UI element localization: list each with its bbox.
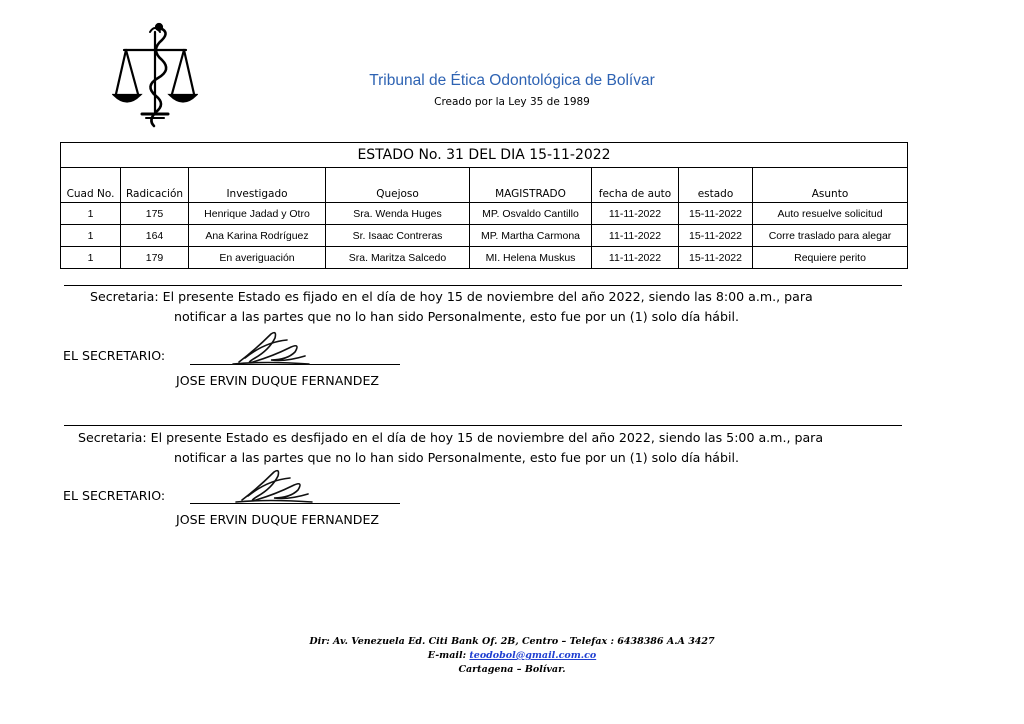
tribunal-title: Tribunal de Ética Odontológica de Bolívar bbox=[369, 72, 655, 89]
table-row bbox=[61, 203, 908, 225]
cell-cuad-no: 1 bbox=[61, 247, 121, 269]
table-row bbox=[61, 247, 908, 269]
column-header-investigado: Investigado bbox=[189, 168, 326, 203]
column-header-fecha-de-auto: fecha de auto bbox=[592, 168, 679, 203]
fijacion-line-2: notificar a las partes que no lo han sido Personalmente, esto fue por un (1) solo día hábil. bbox=[174, 309, 740, 324]
cell-fecha-de-auto: 11-11-2022 bbox=[592, 203, 679, 225]
cell-magistrado: MI. Helena Muskus bbox=[470, 247, 592, 269]
cell-magistrado: MP. Martha Carmona bbox=[470, 225, 592, 247]
secretary-name: JOSE ERVIN DUQUE FERNANDEZ bbox=[176, 512, 380, 527]
cell-investigado: En averiguación bbox=[189, 247, 326, 269]
footer-city: Cartagena – Bolívar. bbox=[458, 664, 566, 675]
desfijacion-paragraph bbox=[78, 428, 823, 468]
cell-quejoso: Sra. Wenda Huges bbox=[326, 203, 470, 225]
table-row bbox=[61, 225, 908, 247]
fijacion-line-1: Secretaria: El presente Estado es fijado en el día de hoy 15 de noviembre del año 2022, siendo las 8:00 a.m., para bbox=[90, 289, 813, 304]
section-divider bbox=[64, 425, 902, 426]
secretary-name: JOSE ERVIN DUQUE FERNANDEZ bbox=[176, 373, 380, 388]
column-header-radicacion: Radicación bbox=[121, 168, 189, 203]
footer-email-label: E-mail: bbox=[427, 650, 467, 661]
cell-estado: 15-11-2022 bbox=[679, 203, 753, 225]
table-header-row bbox=[61, 168, 908, 203]
footer-email bbox=[262, 650, 762, 661]
desfijacion-line-2: notificar a las partes que no lo han sido Personalmente, esto fue por un (1) solo día hábil. bbox=[174, 450, 740, 465]
cell-quejoso: Sr. Isaac Contreras bbox=[326, 225, 470, 247]
estado-table bbox=[60, 142, 908, 269]
cell-asunto: Corre traslado para alegar bbox=[753, 225, 908, 247]
cell-magistrado: MP. Osvaldo Cantillo bbox=[470, 203, 592, 225]
column-header-estado: estado bbox=[679, 168, 753, 203]
secretary-label: EL SECRETARIO: bbox=[63, 488, 166, 503]
cell-cuad-no: 1 bbox=[61, 203, 121, 225]
desfijacion-line-1: Secretaria: El presente Estado es desfijado en el día de hoy 15 de noviembre del año 2022, siendo las 5:00 a.m., para bbox=[78, 430, 824, 445]
cell-cuad-no: 1 bbox=[61, 225, 121, 247]
column-header-magistrado: MAGISTRADO bbox=[470, 168, 592, 203]
fijacion-paragraph bbox=[90, 287, 813, 327]
cell-investigado: Ana Karina Rodríguez bbox=[189, 225, 326, 247]
footer-address: Dir: Av. Venezuela Ed. Citi Bank Of. 2B, Centro – Telefax : 6438386 A.A 3427 bbox=[309, 636, 715, 647]
cell-fecha-de-auto: 11-11-2022 bbox=[592, 225, 679, 247]
cell-asunto: Auto resuelve solicitud bbox=[753, 203, 908, 225]
tribunal-subtitle: Creado por la Ley 35 de 1989 bbox=[434, 96, 590, 108]
secretary-signature-icon bbox=[225, 328, 313, 368]
column-header-quejoso: Quejoso bbox=[326, 168, 470, 203]
cell-estado: 15-11-2022 bbox=[679, 225, 753, 247]
cell-radicacion: 175 bbox=[121, 203, 189, 225]
cell-fecha-de-auto: 11-11-2022 bbox=[592, 247, 679, 269]
cell-quejoso: Sra. Maritza Salcedo bbox=[326, 247, 470, 269]
secretary-signature-icon bbox=[228, 466, 316, 506]
section-divider bbox=[64, 285, 902, 286]
cell-radicacion: 164 bbox=[121, 225, 189, 247]
scales-of-justice-logo-icon bbox=[112, 22, 198, 128]
column-header-asunto: Asunto bbox=[753, 168, 908, 203]
secretary-label: EL SECRETARIO: bbox=[63, 348, 166, 363]
cell-asunto: Requiere perito bbox=[753, 247, 908, 269]
cell-estado: 15-11-2022 bbox=[679, 247, 753, 269]
cell-investigado: Henrique Jadad y Otro bbox=[189, 203, 326, 225]
column-header-cuad-no: Cuad No. bbox=[61, 168, 121, 203]
cell-radicacion: 179 bbox=[121, 247, 189, 269]
estado-caption: ESTADO No. 31 DEL DIA 15-11-2022 bbox=[61, 143, 908, 168]
footer-email-link[interactable]: teodobol@gmail.com.co bbox=[469, 650, 597, 661]
